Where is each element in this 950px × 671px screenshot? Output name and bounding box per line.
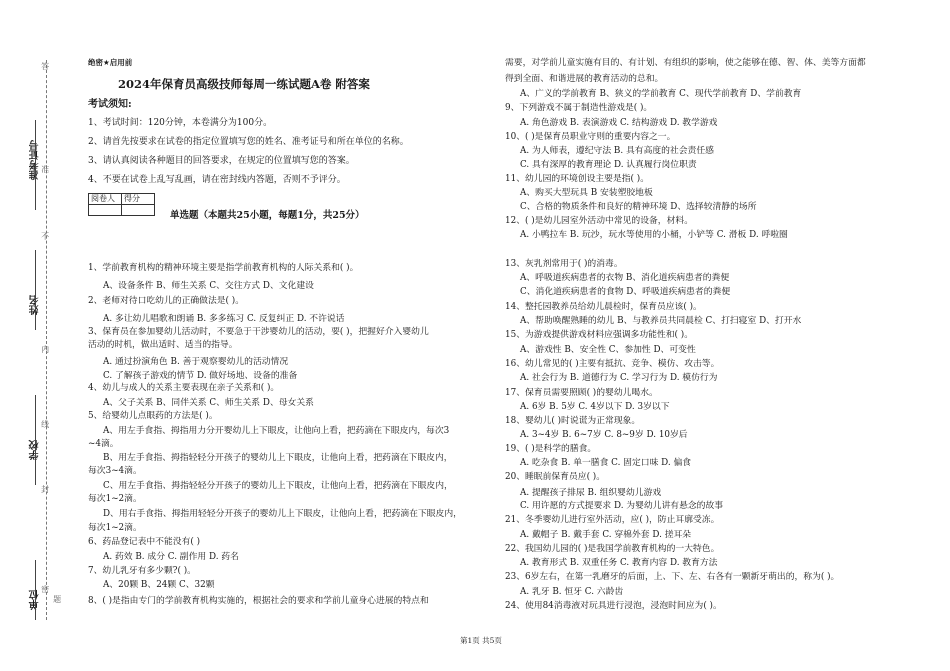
binding-label-school: 学校 [30,440,41,460]
question-line: 8、( )是指由专门的学前教育机构实施的，根据社会的要求和学前儿童身心进展的特点和 [88,596,429,606]
binding-tick: 不 [40,232,50,240]
answer-option-line: A、父子关系 B、同伴关系 C、师生关系 D、母女关系 [103,398,314,408]
question-line: 每次3~4滴。 [88,466,142,476]
question-line: 11、幼儿园的环境创设主要是指( )。 [505,174,650,184]
answer-option-line: A、用左手食指、拇指用力分开婴幼儿上下眼皮，让他向上看，把药滴在下眼皮内，每次3 [103,426,450,436]
answer-option-line: A. 角色游戏 B. 表演游戏 C. 结构游戏 D. 教学游戏 [520,118,718,128]
question-line: 15、为游戏提供游戏材料应强调多功能性和( )。 [505,330,693,340]
answer-option-line: A. 教育形式 B. 双重任务 C. 教育内容 D. 教育方法 [520,558,718,568]
school-field[interactable] [35,395,36,485]
answer-option-line: A、设备条件 B、师生关系 C、交往方式 D、文化建设 [103,281,314,291]
binding-tick: 内 [40,345,50,353]
question-line: 21、冬季婴幼儿进行室外活动，应( )，防止耳廓受冻。 [505,515,720,525]
answer-option-line: C、合格的物质条件和良好的精神环境 D、选择较清静的场所 [520,202,757,212]
answer-option-line: A. 吃杂食 B. 单一膳食 C. 固定口味 D. 偏食 [520,458,692,468]
page-footer: 第1页 共5页 [460,636,502,645]
question-line: 4、幼儿与成人的关系主要表现在亲子关系和( )。 [88,383,280,393]
answer-option-line: B、用左手食指、拇指轻轻分开孩子的婴幼儿上下眼皮，让他向上看，把药滴在下眼皮内， [103,453,453,463]
binding-tick: 答 [40,62,50,70]
answer-option-line: A、购买大型玩具 B 安装塑胶地板 [520,188,653,198]
question-line: 22、我国幼儿园的( )是我国学前教育机构的一大特色。 [505,544,720,554]
question-line: 16、幼儿常见的( )主要有抵抗、竞争、模仿、攻击等。 [505,359,720,369]
score-table-grader-label: 阅卷人 [89,194,122,205]
answer-option-line: A. 社会行为 B. 道德行为 C. 学习行为 D. 模仿行为 [520,373,718,383]
question-line: 23、6岁左右，在第一乳磨牙的后面，上、下、左、右各有一颗新牙萌出的，称为( )。 [505,572,840,582]
question-line: 17、保育员需要照顾( )的婴幼儿喝水。 [505,388,658,398]
question-line: 24、使用84消毒液对玩具进行浸泡，浸泡时间应为( )。 [505,601,722,611]
question-line: 每次1~2滴。 [88,523,142,533]
question-line: ~4滴。 [88,439,119,449]
question-line: 2、老师对待口吃幼儿的正确做法是( )。 [88,296,245,306]
binding-tick: 线 [40,420,50,428]
binding-label-unit: 单位 [30,590,41,610]
answer-option-line: A、游戏性 B、安全性 C、参加性 D、可变性 [520,345,696,355]
question-line: 7、幼儿乳牙有多少颗?( )。 [88,566,196,576]
answer-option-line: A. 提醒孩子排尿 B. 组织婴幼儿游戏 [520,488,662,498]
binding-tick: 封 [40,485,50,493]
notice-item: 4、不要在试卷上乱写乱画，请在密封线内答题，否则不予评分。 [88,175,346,185]
question-line: 3、保育员在参加婴幼儿活动时，不要急于干涉婴幼儿的活动，要( )，把握好介入婴幼儿 [88,327,429,337]
score-table-grader-cell[interactable] [89,205,122,216]
binding-tick: 密 [40,585,50,593]
answer-option-line: A. 为人师表，遵纪守法 B. 具有高度的社会责任感 [520,146,714,156]
notice-item: 1、考试时间：120分钟，本卷满分为100分。 [88,118,273,128]
answer-option-line: A、20颗 B、24颗 C、32颗 [103,580,215,590]
notice-heading: 考试须知: [88,99,132,110]
answer-option-line: C. 具有深厚的教育理论 D. 认真履行岗位职责 [520,160,697,170]
notice-item: 2、请首先按要求在试卷的指定位置填写您的姓名、准考证号和所在单位的名称。 [88,137,409,147]
question-line: 6、药品登记表中不能没有( ) [88,537,201,547]
score-table [88,193,155,216]
page-title: 2024年保育员高级技师每周一练试题A卷 附答案 [118,77,370,91]
answer-option-line: A. 3~4岁 B. 6~7岁 C. 8~9岁 D. 10岁后 [520,430,688,440]
binding-tick: 准 [40,165,50,173]
answer-option-line: A. 6岁 B. 5岁 C. 4岁以下 D. 3岁以下 [520,402,670,412]
question-line: 9、下列游戏不属于制造性游戏是( )。 [505,103,653,113]
question-line: 12、( )是幼儿园室外活动中常见的设备，材料。 [505,216,693,226]
score-table-score-label: 得分 [122,194,155,205]
answer-option-line: C. 用许愿的方式提要求 D. 为婴幼儿讲有悬念的故事 [520,501,724,511]
answer-option-line: A. 多让幼儿唱歌和朗诵 B. 多多练习 C. 反复纠正 D. 不许说话 [103,314,345,324]
answer-option-line: A. 乳牙 B. 恒牙 C. 六龄齿 [520,587,624,597]
question-line: 每次1~2滴。 [88,494,142,504]
score-table-score-cell[interactable] [122,205,155,216]
name-field[interactable] [35,250,36,330]
answer-option-line: A、呼吸道疾病患者的衣物 B、消化道疾病患者的粪便 [520,273,730,283]
section-heading: 单选题（本题共25小题，每题1分，共25分） [170,210,365,221]
question-line: 18、婴幼儿( )时说谎为正常现象。 [505,416,641,426]
exam-id-field[interactable] [35,120,36,210]
unit-field[interactable] [35,560,36,620]
notice-item: 3、请认真阅读各种题目的回答要求，在规定的位置填写您的答案。 [88,156,355,166]
answer-option-line: C、消化道疾病患者的食物 D、呼吸道疾病患者的粪便 [520,287,731,297]
answer-option-line: C、用左手食指、拇指轻轻分开孩子的婴幼儿上下眼皮，让他向上看，把药滴在下眼皮内， [103,481,453,491]
binding-dashed-line [46,60,47,620]
answer-option-line: A、帮助唤醒熟睡的幼儿 B、与教养员共同晨检 C、打扫寝室 D、打开水 [520,316,802,326]
question-line: 13、灰乳剂常用于( )的消毒。 [505,259,623,269]
answer-option-line: A. 通过扮演角色 B. 善于观察婴幼儿的活动情况 [103,357,289,367]
question-line: 1、学前教育机构的精神环境主要是指学前教育机构的人际关系和( )。 [88,263,359,273]
binding-label-name: 姓名 [30,295,41,315]
question-line: 需要，对学前儿童实施有目的、有计划、有组织的影响，使之能够在德、智、体、美等方面都 [505,58,866,68]
binding-label-exam-id: 准考证号 [30,140,41,180]
question-line: 10、( )是保育员职业守则的重要内容之一。 [505,132,676,142]
secret-mark: 绝密★启用前 [88,58,133,67]
question-line: 14、整托园教养员给幼儿晨检时，保育员应该( )。 [505,302,702,312]
answer-option-line: D、用右手食指、拇指用轻轻分开孩子的婴幼儿上下眼皮，让他向上看，把药滴在下眼皮内， [103,509,462,519]
answer-option-line: A. 戴帽子 B. 戴手套 C. 穿棉外套 D. 搓耳朵 [520,530,692,540]
answer-option-line: A. 小鸭拉车 B. 玩沙，玩水等使用的小桶，小铲等 C. 滑板 D. 呼啦圈 [520,230,788,240]
answer-option-line: A. 药效 B. 成分 C. 副作用 D. 药名 [103,552,239,562]
question-line: 活动的时机，做出适时、适当的指导。 [88,340,238,350]
answer-option-line: C. 了解孩子游戏的情节 D. 做好场地、设备的准备 [103,371,298,381]
answer-option-line: A、广义的学前教育 B、狭义的学前教育 C、现代学前教育 D、学前教育 [520,89,802,99]
question-line: 得到全面、和谐进展的教育活动的总和。 [505,74,664,84]
question-line: 5、给婴幼儿点眼药的方法是( )。 [88,411,218,421]
binding-tick: 题 [52,595,62,603]
question-line: 20、睡眠前保育员应( )。 [505,472,606,482]
question-line: 19、( )是科学的膳食。 [505,444,597,454]
